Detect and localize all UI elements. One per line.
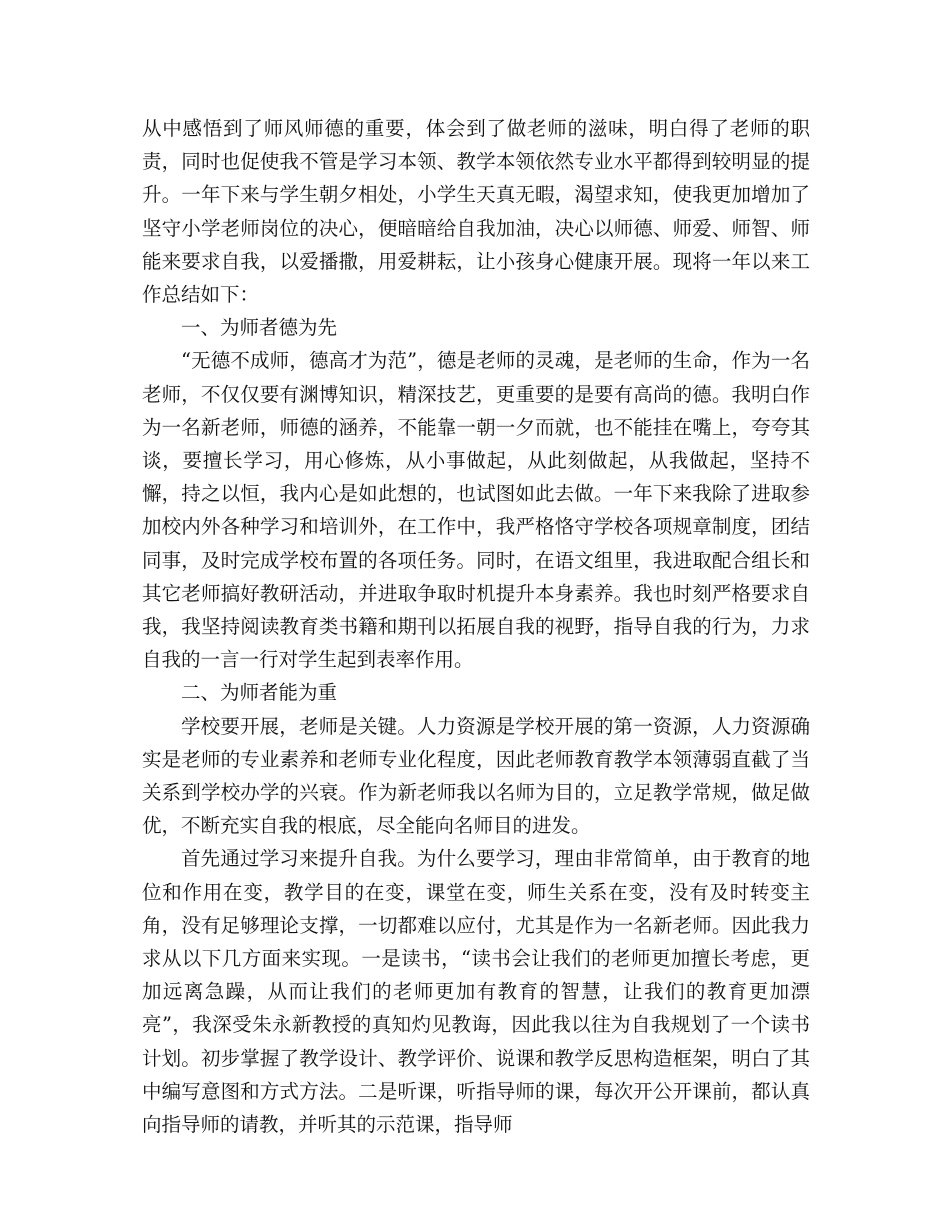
paragraph-virtue: “无德不成师，德高才为范”，德是老师的灵魂，是老师的生命，作为一名老师，不仅仅要有渊博知识，精深技艺，更重要的是要有高尚的德。我明白作为一名新老师，师德的涵养，不能靠一朝一夕而就，也不能挂在嘴上，夸夸其谈，要擅长学习，用心修炼，从小事做起，从此刻做起，从我做起，坚持不懈，持之以恒，我内心是如此想的，也试图如此去做。一年下来我除了进取参加校内外各种学习和培训外，在工作中，我严格恪守学校各项规章制度，团结同事，及时完成学校布置的各项任务。同时，在语文组里，我进取配合组长和其它老师搞好教研活动，并进取争取时机提升本身素养。我也时刻严格要求自我，我坚持阅读教育类书籍和期刊以拓展自我的视野，指导自我的行为，力求自我的一言一行对学生起到表率作用。 <box>142 349 810 672</box>
paragraph-ability-intro: 学校要开展，老师是关键。人力资源是学校开展的第一资源，人力资源确实是老师的专业素养和老师专业化程度，因此老师教育教学本领薄弱直截了当关系到学校办学的兴衰。作为新老师我以名师为目的，立足教学常规，做足做优，不断充实自我的根底，尽全能向名师目的进发。 <box>142 714 810 838</box>
section-heading-virtue: 一、为师者德为先 <box>181 316 338 340</box>
paragraph-learning: 首先通过学习来提升自我。为什么要学习，理由非常简单，由于教育的地位和作用在变，教学目的在变，课堂在变，师生关系在变，没有及时转变主角，没有足够理论支撑，一切都难以应付，尤其是作为一名新老师。因此我力求从以下几方面来实现。一是读书，“读书会让我们的老师更加擅长考虑，更加远离急躁，从而让我们的老师更加有教育的智慧，让我们的教育更加漂亮”，我深受朱永新教授的真知灼见教诲，因此我以往为自我规划了一个读书计划。初步掌握了教学设计、教学评价、说课和教学反思构造框架，明白了其中编写意图和方式方法。二是听课，听指导师的课，每次开公开课前，都认真向指导师的请教，并听其的示范课，指导师 <box>142 847 810 1137</box>
section-heading-ability: 二、为师者能为重 <box>181 681 338 705</box>
paragraph-continuation: 从中感悟到了师风师德的重要，体会到了做老师的滋味，明白得了老师的职责，同时也促使我不管是学习本领、教学本领依然专业水平都得到较明显的提升。一年下来与学生朝夕相处，小学生天真无暇，渴望求知，使我更加增加了坚守小学老师岗位的决心，便暗暗给自我加油，决心以师德、师爱、师智、师能来要求自我，以爱播撒，用爱耕耘，让小孩身心健康开展。现将一年以来工作总结如下： <box>142 117 810 307</box>
document-body <box>142 112 810 1141</box>
